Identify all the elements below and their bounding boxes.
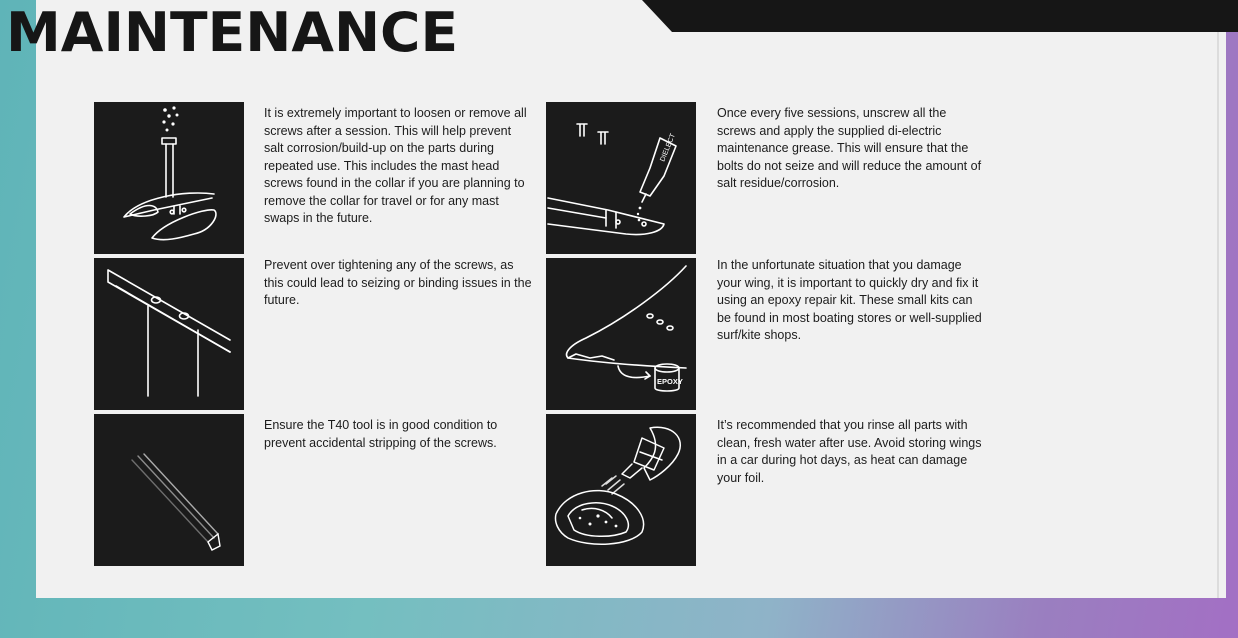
grease-tube-icon <box>546 102 696 254</box>
text-grease: Once every five sessions, unscrew all the screws and apply the supplied di-electric maintenance grease. This will ensure that the bolts do not seize and will reduce the amount of salt residue/corrosion. <box>717 106 982 190</box>
svg-text:DIELECT: DIELECT <box>659 132 677 163</box>
epoxy-repair-icon <box>546 258 696 410</box>
text-loosen-screws: It is extremely important to loosen or remove all screws after a session. This will help prevent salt corrosion/build-up on the parts during repeated use. This includes the mast head screws found in the collar if you are planning to remove the collar for travel or for any mast swaps in the future. <box>264 106 527 225</box>
svg-text:EPOXY: EPOXY <box>657 377 683 386</box>
text-over-tightening: Prevent over tightening any of the screws, as this could lead to seizing or binding issues in the future. <box>264 258 532 307</box>
text-rinse: It’s recommended that you rinse all parts with clean, fresh water after use. Avoid storing wings in a car during hot days, as heat can damage your foil. <box>717 418 982 485</box>
page-title: MAINTENANCE <box>6 1 459 64</box>
text-t40-tool: Ensure the T40 tool is in good condition to prevent accidental stripping of the screws. <box>264 418 498 450</box>
text-epoxy-repair: In the unfortunate situation that you damage your wing, it is important to quickly dry and fix it using an epoxy repair kit. These small kits can be found in most boating stores or well-supplied surf/kite shops. <box>717 258 982 342</box>
rinse-wing-icon <box>546 414 696 566</box>
t40-tool-icon <box>94 414 244 566</box>
fuselage-screws-icon <box>94 258 244 410</box>
right-margin-line <box>1217 0 1219 598</box>
mast-screws-loosen-icon <box>94 102 244 254</box>
